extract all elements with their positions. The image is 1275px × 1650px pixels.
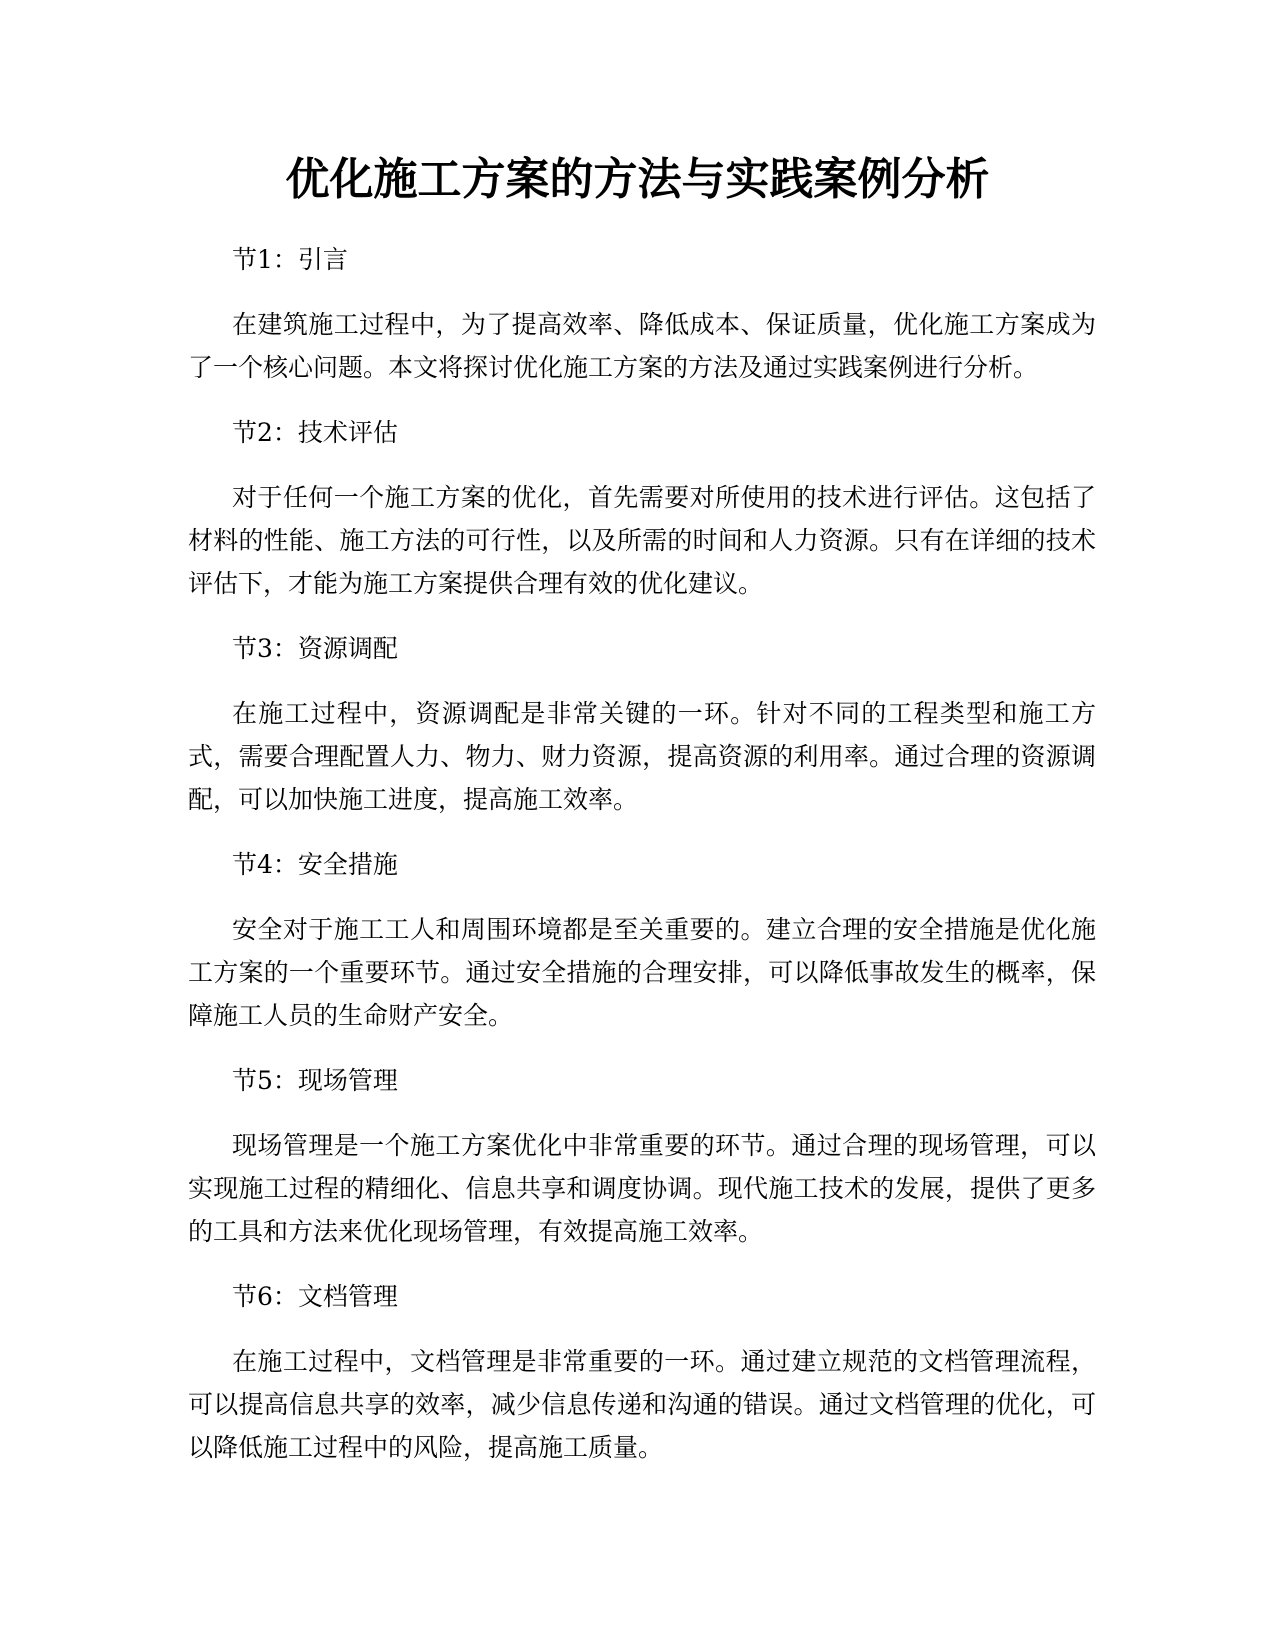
section-paragraph: 在建筑施工过程中，为了提高效率、降低成本、保证质量，优化施工方案成为了一个核心问题。本文将探讨优化施工方案的方法及通过实践案例进行分析。 xyxy=(188,310,1096,382)
section-paragraph: 对于任何一个施工方案的优化，首先需要对所使用的技术进行评估。这包括了材料的性能、施工方法的可行性，以及所需的时间和人力资源。只有在详细的技术评估下，才能为施工方案提供合理有效的优化建议。 xyxy=(188,483,1096,598)
section-heading: 节3：资源调配 xyxy=(232,634,398,663)
section-heading: 节1：引言 xyxy=(232,245,348,274)
document-body xyxy=(188,238,1096,1491)
section-paragraph: 在施工过程中，资源调配是非常关键的一环。针对不同的工程类型和施工方式，需要合理配置人力、物力、财力资源，提高资源的利用率。通过合理的资源调配，可以加快施工进度，提高施工效率。 xyxy=(188,699,1096,814)
section-paragraph: 现场管理是一个施工方案优化中非常重要的环节。通过合理的现场管理，可以实现施工过程的精细化、信息共享和调度协调。现代施工技术的发展，提供了更多的工具和方法来优化现场管理，有效提高施工效率。 xyxy=(188,1131,1096,1246)
section-heading: 节6：文档管理 xyxy=(232,1282,398,1311)
section-heading: 节2：技术评估 xyxy=(232,418,398,447)
section-paragraph: 安全对于施工工人和周围环境都是至关重要的。建立合理的安全措施是优化施工方案的一个重要环节。通过安全措施的合理安排，可以降低事故发生的概率，保障施工人员的生命财产安全。 xyxy=(188,915,1096,1030)
document-title: 优化施工方案的方法与实践案例分析 xyxy=(285,154,990,205)
section-heading: 节4：安全措施 xyxy=(232,850,398,879)
section-heading: 节5：现场管理 xyxy=(232,1066,398,1095)
section-paragraph: 在施工过程中，文档管理是非常重要的一环。通过建立规范的文档管理流程，可以提高信息共享的效率，减少信息传递和沟通的错误。通过文档管理的优化，可以降低施工过程中的风险，提高施工质量。 xyxy=(188,1347,1096,1462)
